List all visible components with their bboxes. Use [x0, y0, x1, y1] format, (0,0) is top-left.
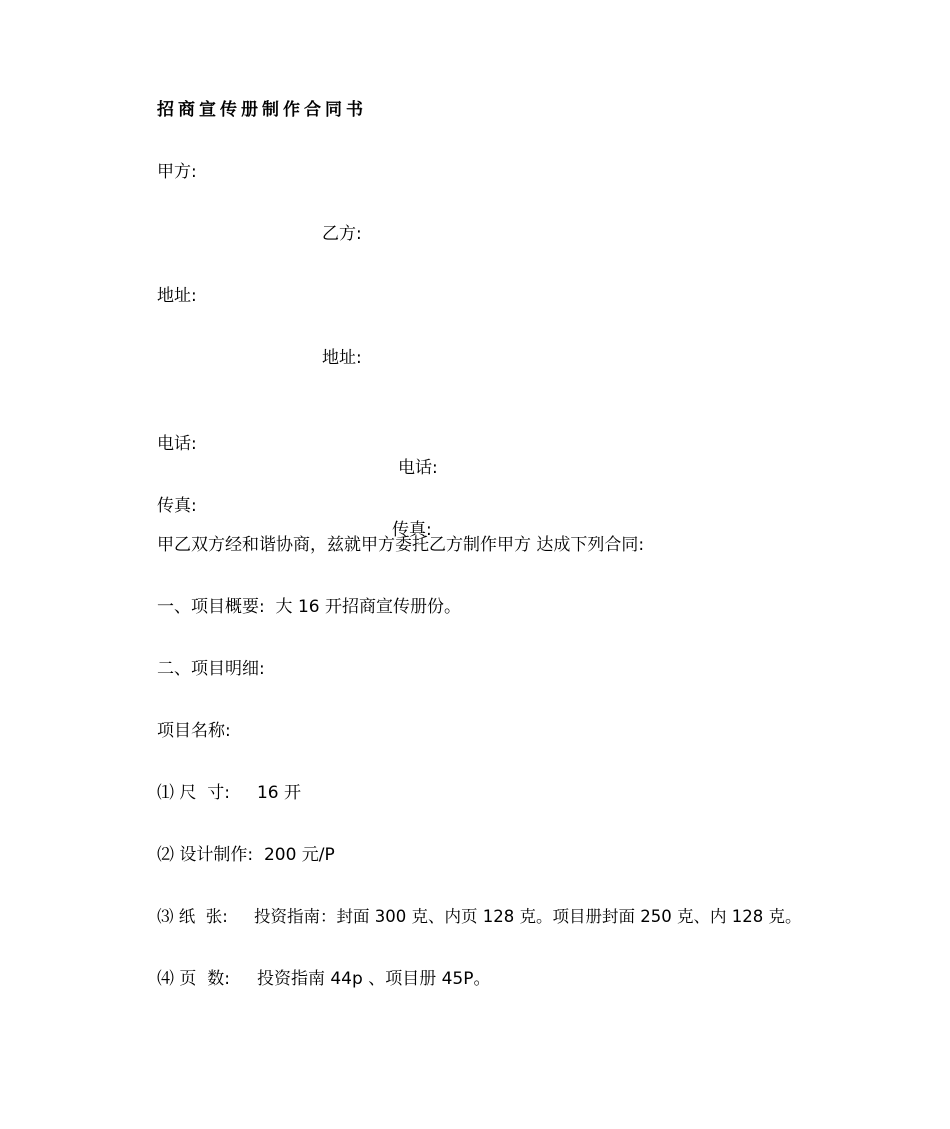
item-pages: ⑷ 页 数: 投资指南 44p 、项目册 45P。	[157, 969, 491, 989]
project-name-label: 项目名称:	[157, 721, 231, 741]
item-design: ⑵ 设计制作: 200 元/P	[157, 845, 335, 865]
item-size: ⑴ 尺 寸: 16 开	[157, 783, 301, 803]
phone-b-label: 电话:	[398, 458, 438, 478]
item-paper: ⑶ 纸 张: 投资指南：封面 300 克、内页 128 克。项目册封面 250 克、内 128 克。	[157, 907, 802, 926]
section-1-overview: 一、项目概要: 大 16 开招商宣传册份。	[157, 597, 461, 617]
party-b-label: 乙方:	[322, 224, 362, 244]
section-2-details: 二、项目明细:	[157, 659, 265, 679]
party-a-label: 甲方:	[157, 162, 197, 182]
document-title: 招商宣传册制作合同书	[157, 100, 367, 120]
preamble-text: 甲乙双方经和谐协商，兹就甲方委托乙方制作甲方 达成下列合同:	[157, 535, 645, 555]
fax-b-label: 传真:	[392, 520, 432, 540]
fax-a-label: 传真:	[157, 496, 197, 516]
phone-a-label: 电话:	[157, 434, 197, 454]
address-b-label: 地址:	[322, 348, 362, 368]
address-a-label: 地址:	[157, 286, 197, 306]
